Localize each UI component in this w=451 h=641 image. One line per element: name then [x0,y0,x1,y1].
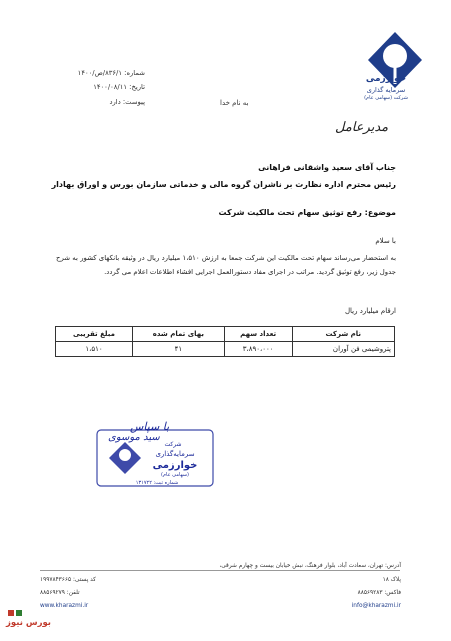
table-row [56,342,395,357]
stamp-line-1: شرکت [164,441,182,448]
letter-body: به استحضار می‌رساند سهام تحت مالکیت این شرکت جمعا به ارزش ۱،۵۱۰ میلیارد ریال در وثیقه بانکهای کشور به شرح جدول زیر، رفع توثیق گردید. مراتب در اجرای مفاد دستورالعمل اجرایی افشاء اطلاعات اعلام می گردد. [56,254,396,276]
watermark-text: بورس نیوز [6,618,51,628]
table-header-row [56,327,395,342]
watermark-icon [8,608,30,618]
col-amount: مبلغ تقریبی [56,327,133,342]
brand-name: خوارزمی [365,74,407,84]
footer-divider [40,570,400,571]
stamp-line-2: سرمایه‌گذاری [155,450,195,458]
col-company: نام شرکت [292,327,394,342]
footer-postal-code: کد پستی: ۱۹۹۷۸۴۳۶۶۵ [40,577,96,583]
stamp-line-4: (سهامی عام) [161,472,189,478]
stamp-line-3: خوارزمی [152,460,198,471]
letter-attachment: پیوست: دارد [109,98,145,106]
brand-legal: شرکت (سهامی عام) [364,95,408,101]
manager-signature-title: مدیرعامل [335,120,389,135]
units-note: ارقام میلیارد ریال [344,307,396,315]
letter-date: تاریخ: ۱۴۰۰/۰۸/۱۱ [93,83,145,91]
shares-table [55,326,395,357]
footer-email: info@kharazmi.ir [351,603,401,609]
greeting: با سلام [375,237,396,245]
letter-subject: موضوع: رفع توثیق سهام تحت مالکیت شرکت [218,208,396,217]
col-share-count: تعداد سهم [224,327,292,342]
stamp-reg: شماره ثبت: ۱۳۱۷۲۲ [135,480,179,486]
signature-line-1: با سپاس [130,420,170,433]
cell-company: پتروشیمی فن آوران [292,342,394,357]
cell-amount: ۱،۵۱۰ [56,342,133,357]
footer-phone: تلفن: ۸۸۵۶۹۲۷۹ [40,590,80,596]
bename-heading: به نام خدا [220,99,249,107]
footer-fax: فاکس: ۸۸۵۶۹۲۸۳ [357,590,401,596]
signature-line-2: سید موسوی [108,432,160,443]
cell-share-count: ۳،۸۹۰،۰۰۰ [224,342,292,357]
footer-plak: پلاک ۱۸ [382,577,401,583]
brand-subtitle: سرمایه گذاری [366,86,406,94]
recipient-name: جناب آقای سعید واشقانی فراهانی [258,163,396,172]
recipient-title: رئیس محترم اداره نظارت بر ناشران گروه مالی و خدماتی سازمان بورس و اوراق بهادار [51,180,396,189]
letter-number: شماره: ۸۳۶/۱/ص/۱۴۰۰ [77,69,145,77]
col-cost: بهای تمام شده [132,327,224,342]
cell-cost: ۴۱ [132,342,224,357]
footer-address: آدرس: تهران، سعادت آباد، بلوار فرهنگ، نبش خیابان بیست و چهارم شرقی، [219,563,401,569]
footer-website: www.kharazmi.ir [40,603,89,609]
